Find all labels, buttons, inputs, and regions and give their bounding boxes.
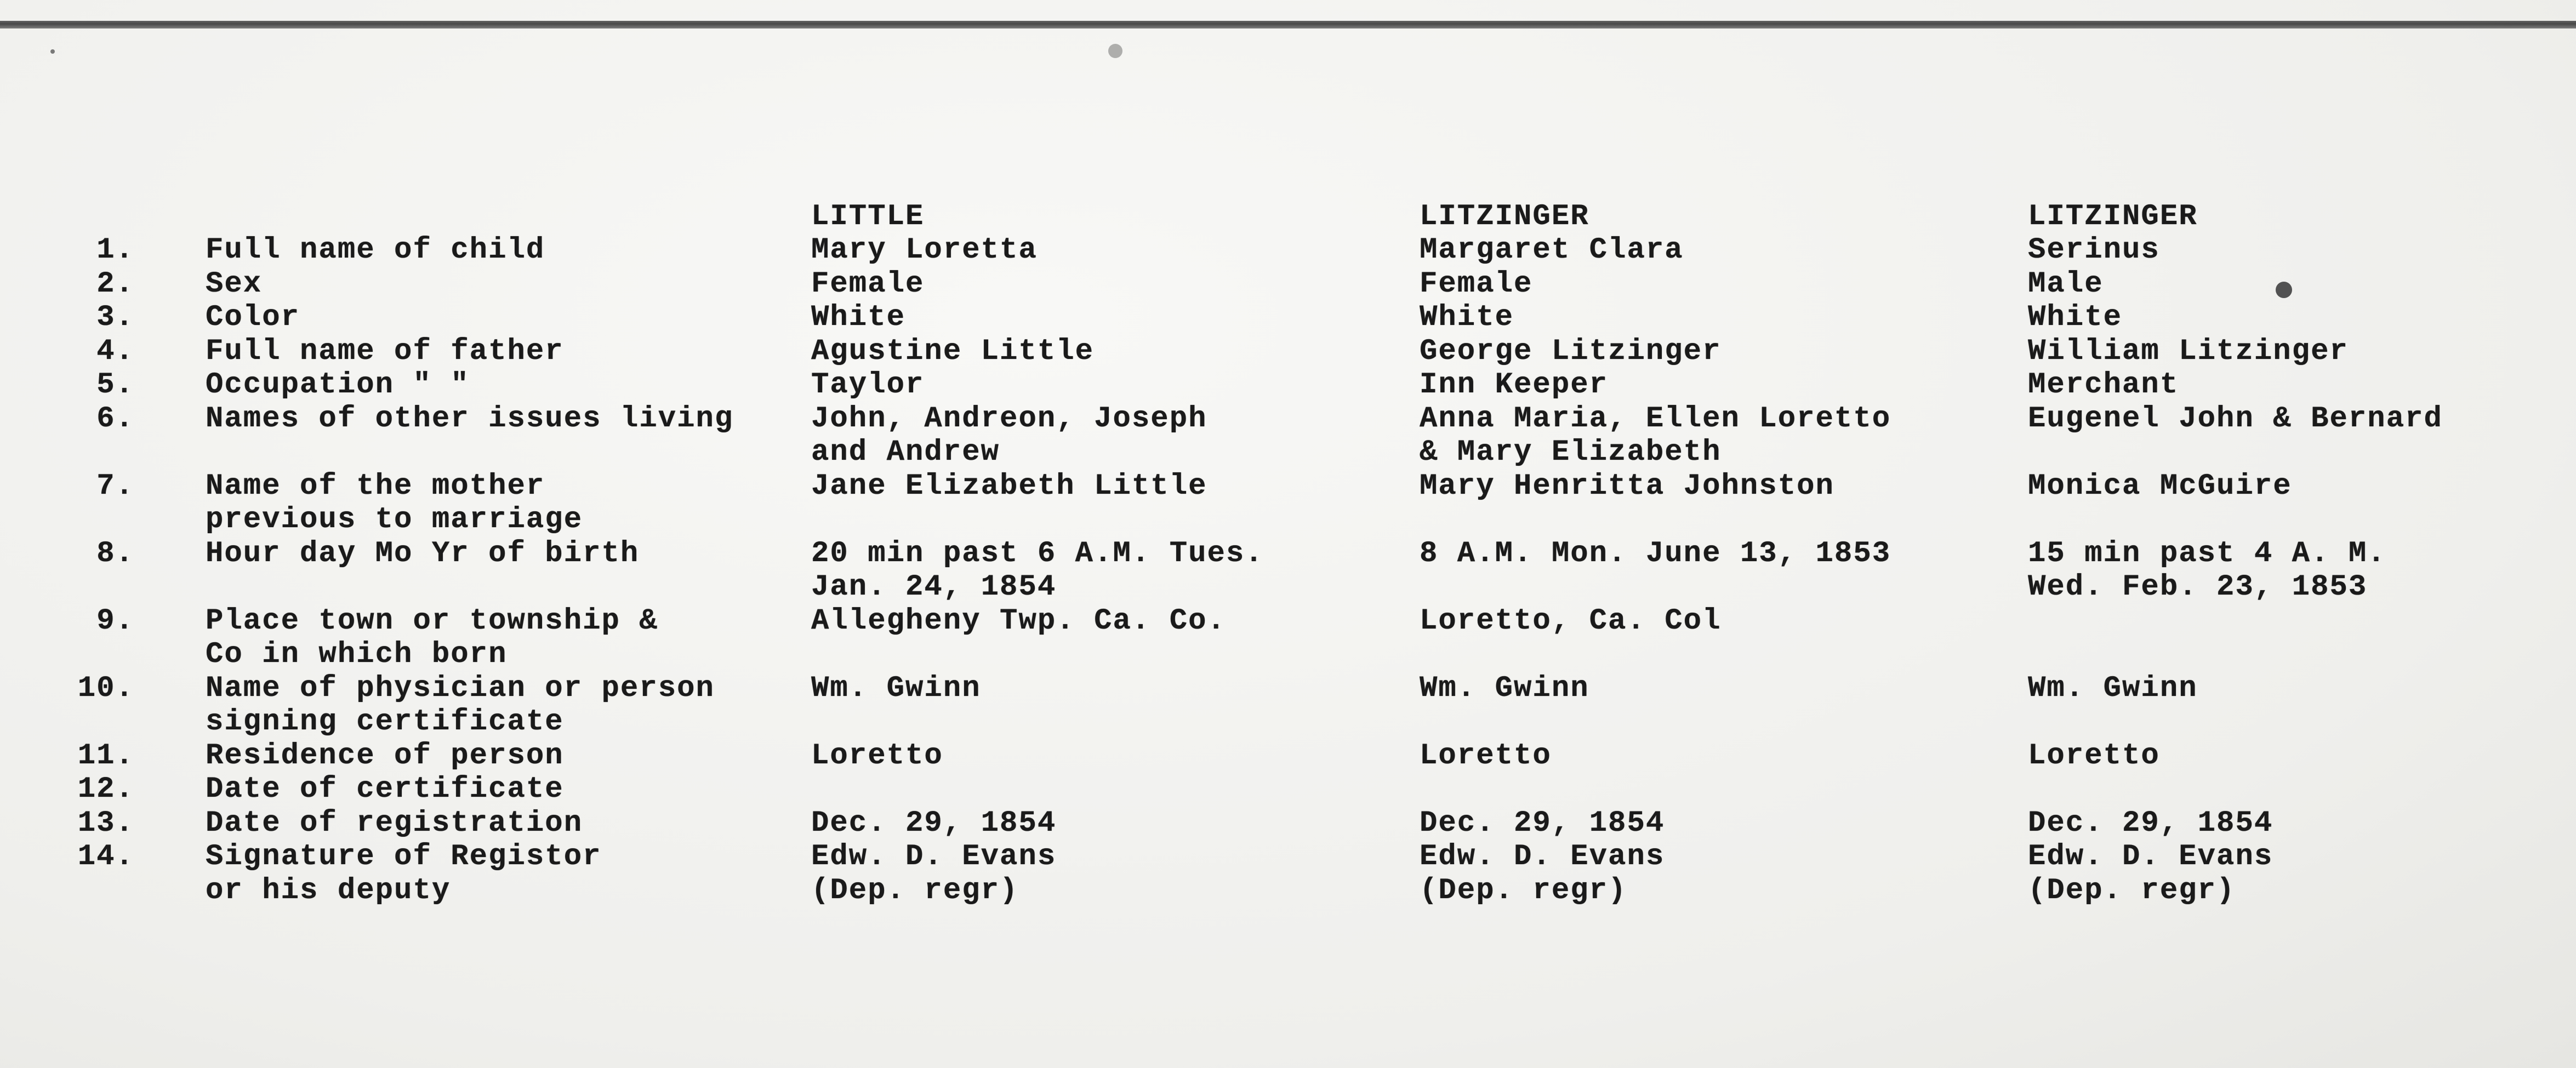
- row-label: or his deputy: [206, 874, 451, 907]
- row-value-col1: Jan. 24, 1854: [811, 570, 1057, 604]
- row-value-col1: Allegheny Twp. Ca. Co.: [811, 604, 1226, 638]
- row-number: 5.: [96, 368, 134, 402]
- row-number: 14.: [77, 840, 134, 873]
- row-label: Co in which born: [206, 638, 508, 671]
- row-value-col3: Dec. 29, 1854: [2028, 807, 2273, 840]
- row-value-col2: Inn Keeper: [1420, 368, 1609, 402]
- table-row: [0, 301, 2576, 334]
- row-label: Name of physician or person: [206, 672, 715, 705]
- row-value-col1: John, Andreon, Joseph: [811, 402, 1207, 436]
- table-row: [0, 875, 2576, 907]
- table-row: [0, 538, 2576, 570]
- row-label: Place town or township &: [206, 604, 658, 638]
- table-row: [0, 638, 2576, 671]
- row-number: 4.: [96, 335, 134, 368]
- row-label: previous to marriage: [206, 503, 583, 536]
- row-label: Color: [206, 301, 300, 334]
- row-value-col1: 20 min past 6 A.M. Tues.: [811, 537, 1264, 570]
- table-row: [0, 504, 2576, 536]
- table-row: [0, 470, 2576, 503]
- row-value-col1: Jane Elizabeth Little: [811, 470, 1207, 503]
- row-value-col1: and Andrew: [811, 436, 1000, 469]
- table-row: [0, 605, 2576, 638]
- row-label: Hour day Mo Yr of birth: [206, 537, 640, 570]
- row-value-col1: Mary Loretta: [811, 233, 1038, 267]
- row-value-col1: (Dep. regr): [811, 874, 1019, 907]
- row-label: signing certificate: [206, 705, 564, 739]
- row-value-col3: Edw. D. Evans: [2028, 840, 2273, 873]
- surname-row: [0, 201, 2576, 233]
- row-label: Full name of child: [206, 233, 545, 267]
- row-number: 12.: [77, 773, 134, 806]
- row-number: 1.: [96, 233, 134, 267]
- row-number: 8.: [96, 537, 134, 570]
- row-number: 9.: [96, 604, 134, 638]
- row-value-col2: Wm. Gwinn: [1420, 672, 1589, 705]
- row-label: Signature of Registor: [206, 840, 602, 873]
- row-value-col3: Loretto: [2028, 739, 2160, 773]
- row-value-col1: Dec. 29, 1854: [811, 807, 1057, 840]
- row-value-col2: Loretto: [1420, 739, 1552, 773]
- table-row: [0, 436, 2576, 469]
- table-row: [0, 672, 2576, 705]
- row-value-col3: Monica McGuire: [2028, 470, 2292, 503]
- row-value-col3: 15 min past 4 A. M.: [2028, 537, 2386, 570]
- table-row: [0, 571, 2576, 604]
- ink-smudge: [1108, 44, 1122, 58]
- surname-col3: LITZINGER: [2028, 200, 2198, 233]
- row-value-col3: (Dep. regr): [2028, 874, 2236, 907]
- row-value-col2: George Litzinger: [1420, 335, 1722, 368]
- row-value-col2: Margaret Clara: [1420, 233, 1684, 267]
- row-value-col1: Agustine Little: [811, 335, 1095, 368]
- row-value-col2: Dec. 29, 1854: [1420, 807, 1665, 840]
- row-value-col2: Edw. D. Evans: [1420, 840, 1665, 873]
- top-rule: [0, 21, 2576, 28]
- row-label: Name of the mother: [206, 470, 545, 503]
- row-value-col2: (Dep. regr): [1420, 874, 1627, 907]
- row-value-col1: Taylor: [811, 368, 925, 402]
- row-label: Date of registration: [206, 807, 583, 840]
- row-value-col1: Wm. Gwinn: [811, 672, 981, 705]
- surname-col1: LITTLE: [811, 200, 925, 233]
- row-label: Date of certificate: [206, 773, 564, 806]
- row-value-col2: White: [1420, 301, 1514, 334]
- row-value-col1: Edw. D. Evans: [811, 840, 1057, 873]
- surname-col2: LITZINGER: [1420, 200, 1589, 233]
- row-value-col3: Wed. Feb. 23, 1853: [2028, 570, 2368, 604]
- row-value-col2: Female: [1420, 267, 1533, 301]
- row-value-col3: White: [2028, 301, 2123, 334]
- table-row: [0, 268, 2576, 301]
- table-row: [0, 706, 2576, 739]
- row-value-col2: Loretto, Ca. Col: [1420, 604, 1722, 638]
- row-label: Full name of father: [206, 335, 564, 368]
- row-value-col2: 8 A.M. Mon. June 13, 1853: [1420, 537, 1891, 570]
- table-row: [0, 773, 2576, 806]
- table-row: [0, 807, 2576, 840]
- row-value-col3: Serinus: [2028, 233, 2160, 267]
- row-value-col3: Male: [2028, 267, 2104, 301]
- row-value-col2: & Mary Elizabeth: [1420, 436, 1722, 469]
- row-value-col2: Mary Henritta Johnston: [1420, 470, 1834, 503]
- row-value-col3: Eugenel John & Bernard: [2028, 402, 2443, 436]
- row-number: 13.: [77, 807, 134, 840]
- row-number: 2.: [96, 267, 134, 301]
- table-row: [0, 234, 2576, 267]
- table-row: [0, 403, 2576, 436]
- row-number: 7.: [96, 470, 134, 503]
- row-value-col3: Merchant: [2028, 368, 2179, 402]
- row-number: 10.: [77, 672, 134, 705]
- row-value-col1: Loretto: [811, 739, 943, 773]
- table-row: [0, 369, 2576, 402]
- row-value-col1: White: [811, 301, 906, 334]
- row-number: 6.: [96, 402, 134, 436]
- row-value-col3: Wm. Gwinn: [2028, 672, 2198, 705]
- row-value-col2: Anna Maria, Ellen Loretto: [1420, 402, 1891, 436]
- row-label: Occupation " ": [206, 368, 470, 402]
- table-row: [0, 841, 2576, 873]
- row-label: Sex: [206, 267, 263, 301]
- row-value-col3: William Litzinger: [2028, 335, 2349, 368]
- table-row: [0, 740, 2576, 773]
- row-value-col1: Female: [811, 267, 925, 301]
- table-row: [0, 335, 2576, 368]
- row-label: Names of other issues living: [206, 402, 734, 436]
- row-number: 3.: [96, 301, 134, 334]
- ink-smudge: [50, 49, 55, 54]
- row-label: Residence of person: [206, 739, 564, 773]
- row-number: 11.: [77, 739, 134, 773]
